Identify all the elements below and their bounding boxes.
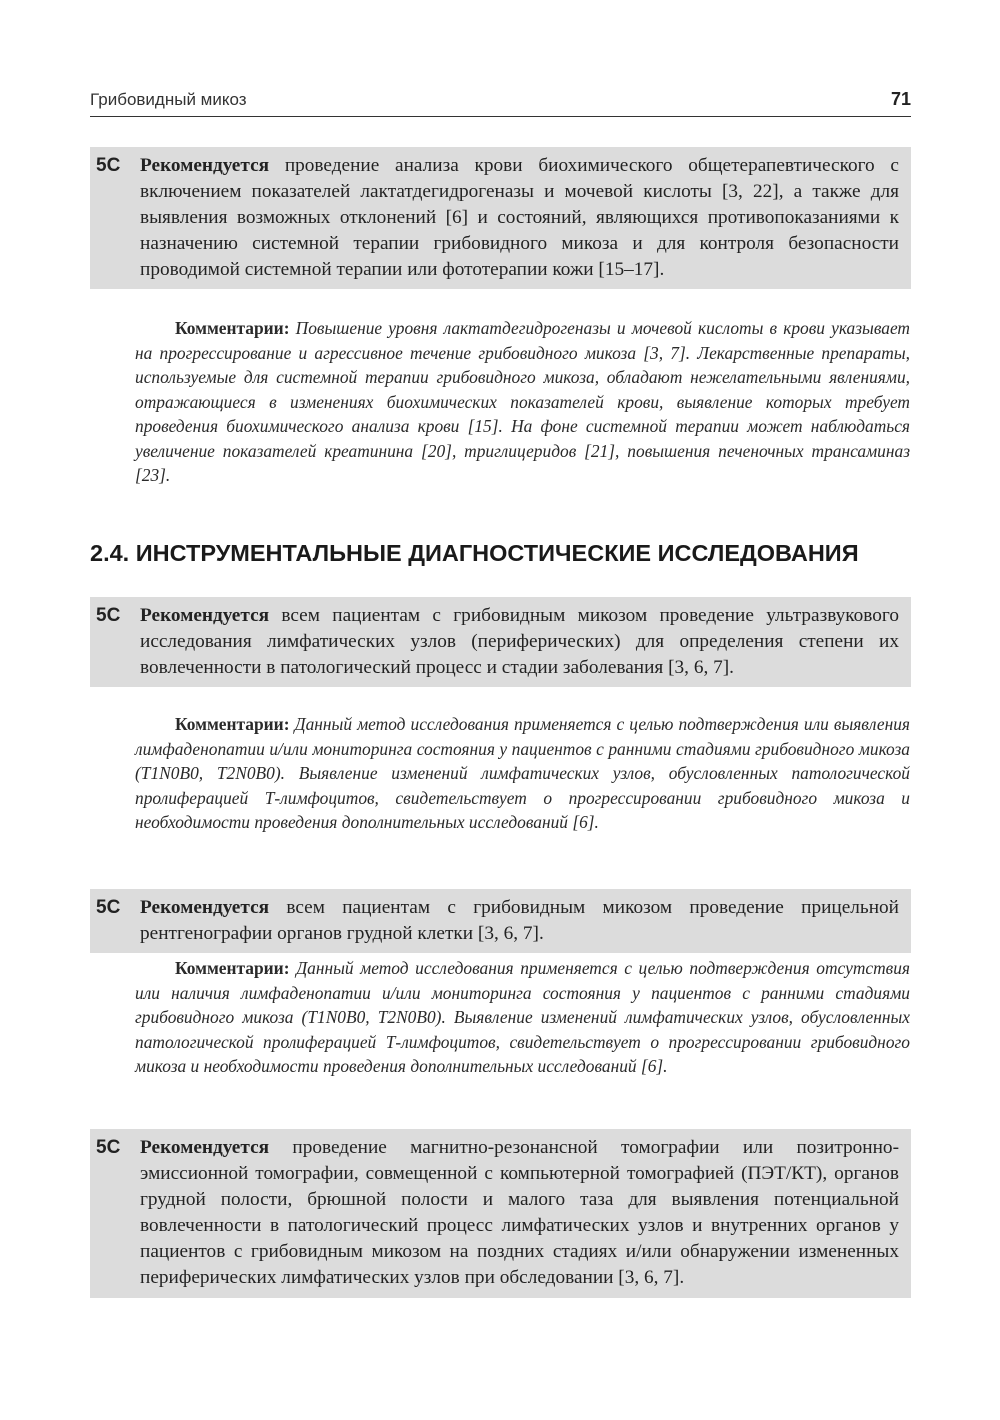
- recommendation-lead: Рекомендуется: [140, 1137, 270, 1158]
- running-title: Грибовидный микоз: [90, 90, 247, 109]
- recommendation-body: всем пациентам с грибовидным микозом проведение ультразвукового исследования лимфатических узлов (периферических) для определения степени их вовлеченности в патологический процесс и стадии заболевания [3, 6, 7].: [140, 605, 899, 679]
- recommendation-lead: Рекомендуется: [140, 155, 270, 176]
- recommendation-block: [90, 889, 911, 953]
- page-header: [90, 86, 911, 117]
- section-heading: 2.4. ИНСТРУМЕНТАЛЬНЫЕ ДИАГНОСТИЧЕСКИЕ ИССЛЕДОВАНИЯ: [90, 540, 859, 566]
- recommendation-lead: Рекомендуется: [140, 605, 270, 626]
- evidence-grade: 5C: [96, 1137, 121, 1158]
- recommendation-block: [90, 1129, 911, 1298]
- recommendation-text: [140, 603, 899, 681]
- comment-body: Данный метод исследования применяется с целью подтверждения или выявления лимфаденопатии и/или мониторинга состояния у пациентов с ранними стадиями грибовидного микоза (T1N0B0, T2N0B0). Выявление изменений лимфатических узлов, обусловленных патологической пролиферацией Т-лимфоцитов, свидетельствует о прогрессировании грибовидного микоза и необходимости проведения дополнительных исследований [6].: [135, 714, 910, 832]
- comment-lead: Комментарии:: [175, 318, 290, 338]
- comment-block: [135, 316, 910, 488]
- recommendation-block: [90, 597, 911, 687]
- recommendation-lead: Рекомендуется: [140, 897, 270, 918]
- evidence-grade: 5C: [96, 897, 121, 918]
- recommendation-text: [140, 895, 899, 947]
- recommendation-body: проведение магнитно-резонансной томографии или позитронно-эмиссионной томографии, совмещенной с компьютерной томографией (ПЭТ/КТ), органов грудной полости, брюшной полости и малого таза для выявления потенциальной вовлеченности в патологический процесс лимфатических узлов и внутренних органов у пациентов с грибовидным микозом на поздних стадиях и/или обнаружении измененных периферических лимфатических узлов при обследовании [3, 6, 7].: [140, 1137, 899, 1289]
- comment-block: [135, 956, 910, 1079]
- recommendation-text: [140, 153, 899, 283]
- page-number: 71: [890, 89, 911, 109]
- evidence-grade: 5C: [96, 605, 121, 626]
- comment-body: Повышение уровня лактатдегидрогеназы и мочевой кислоты в крови указывает на прогрессирование и агрессивное течение грибовидного микоза [3, 7]. Лекарственные препараты, используемые для системной терапии грибовидного микоза, обладают нежелательными явлениями, отражающиеся в изменениях биохимических показателей крови, выявление которых требует проведения биохимического анализа крови [15]. На фоне системной терапии может наблюдаться увеличение показателей креатинина [20], триглицеридов [21], повышения печеночных трансаминаз [23].: [135, 318, 910, 485]
- comment-body: Данный метод исследования применяется с целью подтверждения отсутствия или наличия лимфаденопатии и/или мониторинга состояния у пациентов с ранними стадиями грибовидного микоза (T1N0B0, T2N0B0). Выявление изменений лимфатических узлов, обусловленных патологической пролиферацией Т-лимфоцитов, свидетельствует о прогрессировании грибовидного микоза и необходимости проведения дополнительных исследований [6].: [135, 958, 910, 1076]
- recommendation-body: всем пациентам с грибовидным микозом проведение прицельной рентгенографии органов грудной клетки [3, 6, 7].: [140, 897, 899, 945]
- comment-lead: Комментарии:: [175, 714, 290, 734]
- recommendation-block: [90, 147, 911, 289]
- evidence-grade: 5C: [96, 155, 121, 176]
- comment-block: [135, 712, 910, 835]
- recommendation-body: проведение анализа крови биохимического общетерапевтического с включением показателей лактатдегидрогеназы и мочевой кислоты [3, 22], а также для выявления возможных отклонений [6] и состояний, являющихся противопоказаниями к назначению системной терапии грибовидного микоза и для контроля безопасности проводимой системной терапии или фототерапии кожи [15–17].: [140, 155, 899, 281]
- recommendation-text: [140, 1135, 899, 1292]
- comment-lead: Комментарии:: [175, 958, 290, 978]
